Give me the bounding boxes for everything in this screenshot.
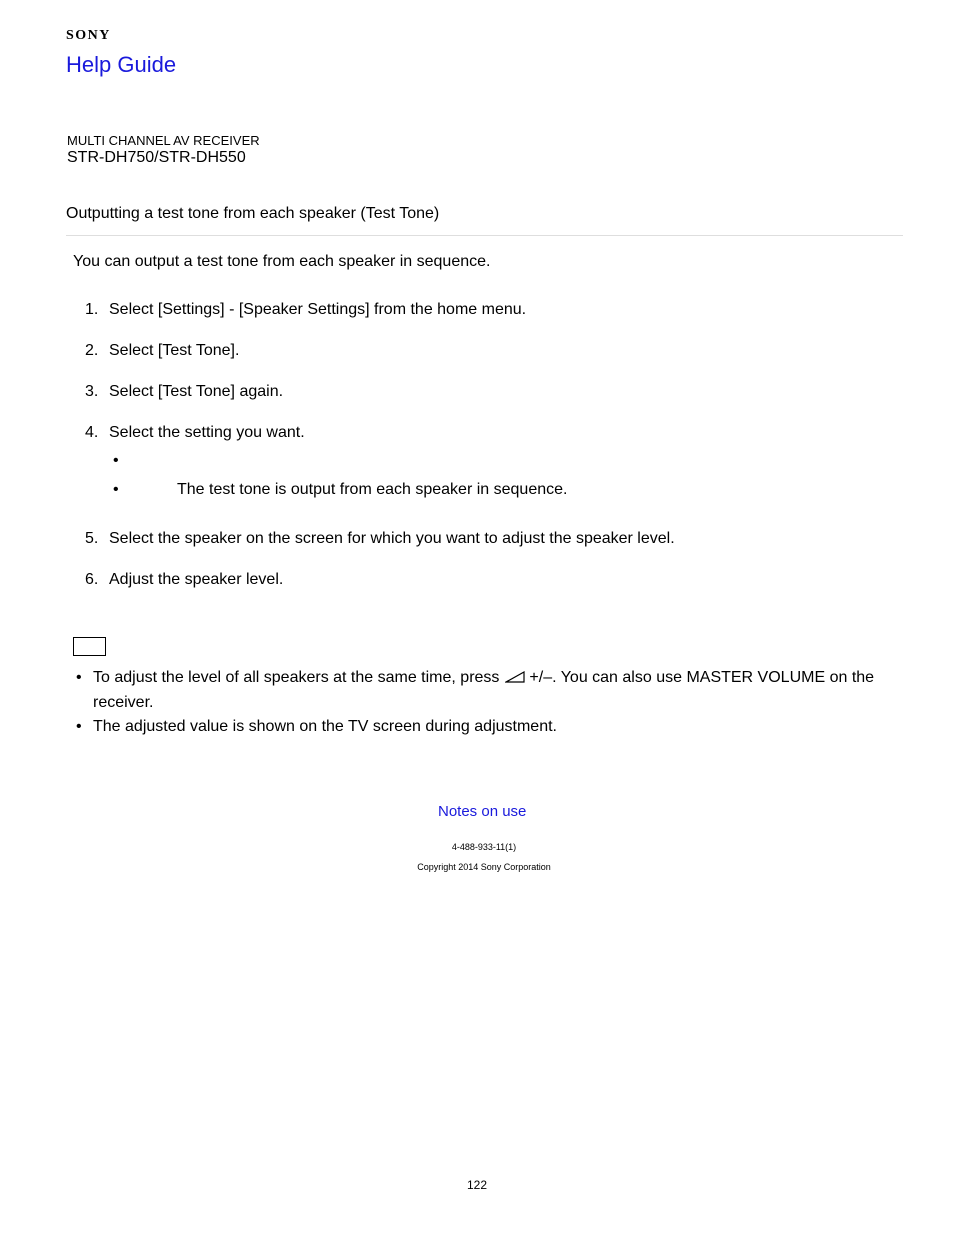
sony-logo: SONY bbox=[66, 28, 111, 43]
hint-item-1: • To adjust the level of all speakers at the same time, press +/–. You can also use MASTER VOLUME on the receiver. bbox=[76, 669, 875, 711]
hint-item-2: • The adjusted value is shown on the TV screen during adjustment. bbox=[76, 718, 557, 735]
title-divider bbox=[66, 235, 903, 236]
document-code: 4-488-933-11(1) bbox=[451, 842, 517, 852]
intro-text: You can output a test tone from each speaker in sequence. bbox=[73, 253, 491, 270]
notes-on-use-link[interactable]: Notes on use bbox=[438, 803, 527, 820]
page-title: Outputting a test tone from each speaker (Test Tone) bbox=[66, 205, 440, 222]
step-5: 5. Select the speaker on the screen for which you want to adjust the speaker level. bbox=[85, 530, 675, 547]
page-number: 122 bbox=[466, 1178, 488, 1192]
step-1: 1. Select [Settings] - [Speaker Settings] from the home menu. bbox=[85, 301, 527, 318]
help-guide-title[interactable]: Help Guide bbox=[66, 52, 177, 77]
volume-icon bbox=[505, 671, 525, 683]
step-2: 2. Select [Test Tone]. bbox=[85, 342, 240, 359]
product-category: MULTI CHANNEL AV RECEIVER bbox=[67, 133, 260, 148]
step-4-option-1: • bbox=[113, 452, 119, 469]
step-4: 4. Select the setting you want. bbox=[85, 424, 305, 441]
hint-label-box bbox=[73, 637, 106, 656]
copyright: Copyright 2014 Sony Corporation bbox=[417, 862, 551, 872]
step-4-option-2: • The test tone is output from each speaker in sequence. bbox=[113, 481, 568, 498]
step-3: 3. Select [Test Tone] again. bbox=[85, 383, 284, 400]
step-6: 6. Adjust the speaker level. bbox=[85, 571, 284, 588]
model-name: STR-DH750/STR-DH550 bbox=[67, 149, 246, 166]
